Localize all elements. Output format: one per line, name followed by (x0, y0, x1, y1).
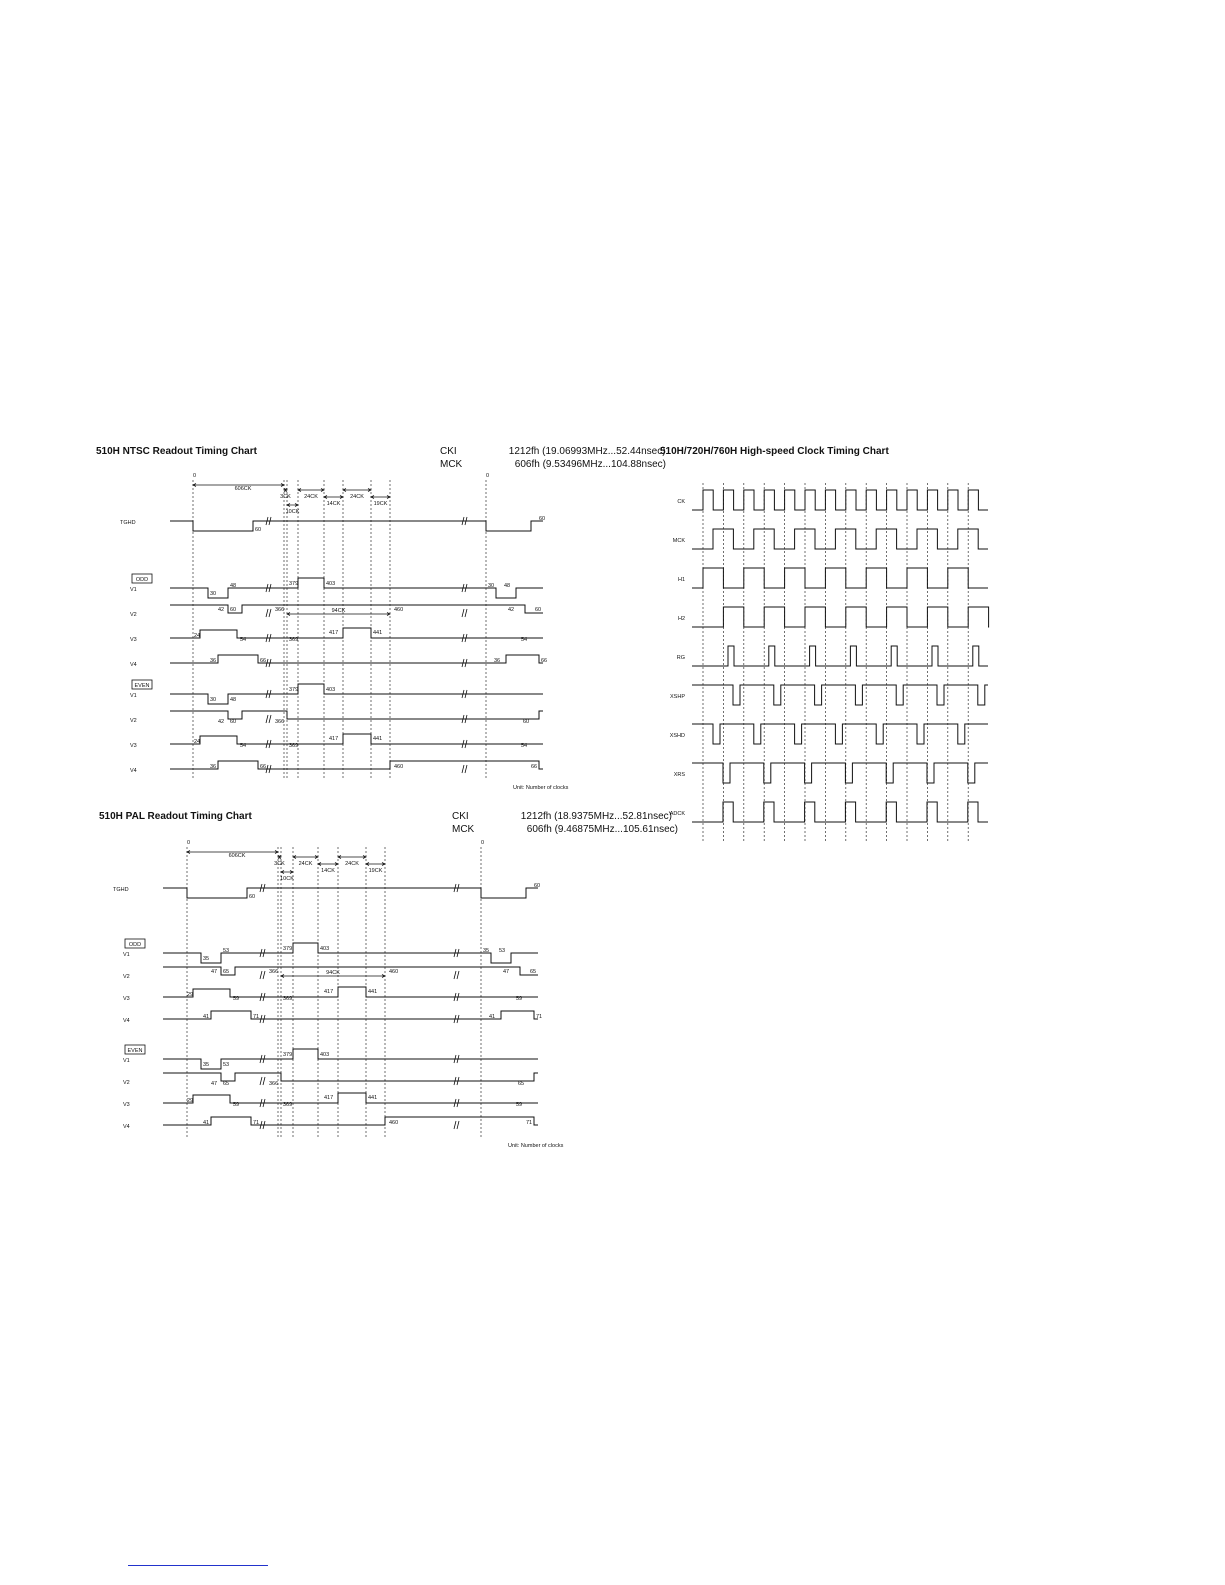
even-num-0-0: 30 (210, 697, 217, 703)
odd-num-1-0: 42 (218, 607, 225, 613)
odd-num-0-3: 403 (320, 946, 330, 952)
tghd-num-1: 60 (249, 894, 256, 900)
even-num-2-3: 417 (329, 736, 339, 742)
tghd-num-2: 60 (534, 883, 541, 889)
odd-row-label-0: V1 (130, 587, 137, 593)
dim-24ck-a-label: 24CK (298, 861, 313, 867)
odd-num-0-0: 30 (210, 591, 217, 597)
odd-num-2-0: 29 (187, 992, 194, 998)
odd-row-label-2: V3 (130, 637, 137, 643)
even-label-text: EVEN (134, 682, 150, 689)
hs-label-h1: H1 (677, 577, 685, 583)
odd-row-label-2: V3 (123, 996, 130, 1002)
even-row-label-2: V3 (130, 743, 137, 749)
tghd-num-2: 60 (539, 516, 546, 522)
hs-label-ck: CK (677, 499, 685, 505)
dim-19ck-label: 19CK (368, 868, 383, 874)
odd-num-1-1: 65 (223, 969, 230, 975)
even-num-3-2: 460 (394, 764, 404, 770)
even-num-1-3: 60 (523, 719, 530, 725)
hs-label-adck: ADCK (669, 811, 685, 817)
dim-94ck-label: 94CK (331, 608, 346, 614)
hs-label-rg: RG (676, 655, 685, 661)
odd-num-2-0: 24 (194, 633, 201, 639)
odd-num-2-3: 417 (329, 630, 339, 636)
odd-num-0-0: 35 (203, 956, 210, 962)
even-num-1-0: 42 (218, 719, 225, 725)
pal-cki-spec: CKI 1212fh (18.9375MHz...52.81nsec) (452, 811, 672, 822)
dim-14ck-label: 14CK (326, 501, 341, 507)
odd-num-0-1: 53 (223, 948, 230, 954)
zero-left-label: 0 (187, 840, 191, 846)
even-num-3-3: 66 (531, 764, 538, 770)
odd-num-1-5: 60 (535, 607, 542, 613)
odd-num-2-2: 369 (289, 637, 299, 643)
odd-num-1-2: 366 (269, 969, 279, 975)
odd-num-2-4: 441 (373, 630, 383, 636)
dim-24ck-a-label: 24CK (304, 494, 318, 500)
hs-waveform-xshp (692, 685, 988, 705)
odd-num-3-3: 66 (541, 658, 548, 664)
odd-num-3-2: 36 (494, 658, 501, 664)
even-num-1-1: 65 (223, 1081, 230, 1087)
even-num-0-2: 379 (283, 1052, 293, 1058)
even-num-3-1: 66 (260, 764, 267, 770)
odd-num-2-1: 54 (240, 637, 247, 643)
odd-num-0-4: 35 (483, 948, 490, 954)
dim-3ck-label: 3CK (280, 494, 291, 500)
even-num-2-4: 441 (373, 736, 383, 742)
dim-10ck-label: 10CK (280, 876, 294, 882)
odd-num-2-4: 441 (368, 989, 378, 995)
even-num-2-1: 54 (240, 743, 247, 749)
odd-num-0-4: 30 (488, 583, 495, 589)
even-num-0-3: 403 (320, 1052, 330, 1058)
zero-right-label: 0 (481, 840, 485, 846)
even-num-2-0: 29 (187, 1098, 194, 1104)
odd-num-1-2: 366 (275, 607, 285, 613)
tghd-num-1: 60 (255, 527, 262, 533)
odd-label-text: ODD (135, 576, 149, 583)
odd-num-2-3: 417 (324, 989, 334, 995)
hs-waveform-h1 (692, 568, 988, 588)
even-row-label-2: V3 (123, 1102, 130, 1108)
odd-label-text: ODD (128, 941, 142, 948)
hs-waveform-mck (692, 529, 988, 549)
pal-mck-spec: MCK 606fh (9.46875MHz...105.61nsec) (452, 824, 678, 835)
ntsc-mck-spec: MCK 606fh (9.53496MHz...104.88nsec) (440, 459, 666, 470)
even-num-3-2: 460 (389, 1120, 399, 1126)
odd-row-label-1: V2 (123, 974, 130, 980)
hs-label-xrs: XRS (673, 772, 685, 778)
ntsc-chart-title: 510H NTSC Readout Timing Chart (96, 446, 257, 457)
ntsc-cki-spec: CKI 1212fh (19.06993MHz...52.44nsec) (440, 446, 666, 457)
odd-row-label-0: V1 (123, 952, 130, 958)
even-row-label-3: V4 (123, 1124, 130, 1130)
even-num-0-3: 403 (326, 687, 336, 693)
odd-num-3-2: 41 (489, 1014, 496, 1020)
odd-row-label-1: V2 (130, 612, 137, 618)
tghd-label: TGHD (113, 887, 129, 893)
odd-row-label-3: V4 (130, 662, 137, 668)
dim-606ck-label: 606CK (228, 853, 246, 859)
odd-num-1-4: 47 (503, 969, 510, 975)
even-num-2-0: 24 (194, 739, 201, 745)
even-num-2-3: 417 (324, 1095, 334, 1101)
odd-num-0-5: 48 (504, 583, 511, 589)
tghd-label: TGHD (120, 520, 136, 526)
odd-num-1-3: 460 (394, 607, 404, 613)
even-num-0-0: 35 (203, 1062, 210, 1068)
unit-label: Unit: Number of clocks (513, 785, 569, 791)
odd-num-0-5: 53 (499, 948, 506, 954)
even-num-1-2: 366 (275, 719, 285, 725)
hs-waveform-ck (692, 490, 988, 510)
hs-waveform-h2 (692, 607, 989, 627)
pal-chart-title: 510H PAL Readout Timing Chart (99, 811, 252, 822)
unit-label: Unit: Number of clocks (508, 1143, 564, 1149)
hs-label-xshp: XSHP (670, 694, 685, 700)
even-num-0-1: 48 (230, 697, 237, 703)
even-label-text: EVEN (127, 1047, 143, 1054)
even-num-3-0: 41 (203, 1120, 210, 1126)
odd-num-0-2: 379 (289, 581, 299, 587)
dim-10ck-label: 10CK (285, 509, 300, 515)
even-row-label-1: V2 (123, 1080, 130, 1086)
odd-num-3-3: 71 (536, 1014, 543, 1020)
odd-num-2-1: 59 (233, 996, 240, 1002)
odd-num-3-1: 71 (253, 1014, 260, 1020)
even-num-1-1: 60 (230, 719, 237, 725)
even-num-1-3: 65 (518, 1081, 525, 1087)
dim-606ck-label: 606CK (234, 486, 252, 492)
odd-num-3-0: 41 (203, 1014, 210, 1020)
dim-24ck-b-label: 24CK (350, 494, 364, 500)
even-num-1-0: 47 (211, 1081, 218, 1087)
dim-19ck-label: 19CK (373, 501, 388, 507)
odd-num-2-5: 59 (516, 996, 523, 1002)
dim-94ck-label: 94CK (326, 970, 340, 976)
even-num-2-5: 59 (516, 1102, 523, 1108)
dim-14ck-label: 14CK (321, 868, 335, 874)
hs-label-mck: MCK (672, 538, 685, 544)
even-num-2-4: 441 (368, 1095, 378, 1101)
odd-num-3-0: 36 (210, 658, 217, 664)
odd-num-1-0: 47 (211, 969, 218, 975)
even-num-3-1: 71 (253, 1120, 260, 1126)
odd-num-1-5: 65 (530, 969, 537, 975)
hs-waveform-xshd (692, 724, 988, 744)
footer-underline (128, 1565, 268, 1566)
even-num-3-0: 36 (210, 764, 217, 770)
odd-num-3-1: 66 (260, 658, 267, 664)
even-num-2-2: 369 (283, 1102, 293, 1108)
odd-num-2-2: 369 (283, 996, 293, 1002)
hs-waveform-adck (692, 802, 988, 822)
zero-left-label: 0 (193, 473, 197, 479)
even-num-2-2: 369 (289, 743, 299, 749)
even-row-label-0: V1 (130, 693, 137, 699)
hs-waveform-rg (692, 646, 988, 666)
odd-row-label-3: V4 (123, 1018, 130, 1024)
odd-num-1-3: 460 (389, 969, 399, 975)
even-num-0-2: 379 (289, 687, 299, 693)
even-num-2-1: 59 (233, 1102, 240, 1108)
even-num-0-1: 53 (223, 1062, 230, 1068)
even-row-label-3: V4 (130, 768, 137, 774)
odd-num-0-1: 48 (230, 583, 237, 589)
even-row-label-0: V1 (123, 1058, 130, 1064)
hs-chart-title: 510H/720H/760H High-speed Clock Timing Chart (660, 446, 889, 457)
even-num-2-5: 54 (521, 743, 528, 749)
hs-label-h2: H2 (677, 616, 685, 622)
even-num-1-2: 366 (269, 1081, 279, 1087)
odd-num-1-1: 60 (230, 607, 237, 613)
dim-24ck-b-label: 24CK (345, 861, 359, 867)
zero-right-label: 0 (486, 473, 490, 479)
even-num-3-3: 71 (526, 1120, 533, 1126)
even-row-label-1: V2 (130, 718, 137, 724)
dim-3ck-label: 3CK (274, 861, 285, 867)
hs-label-xshd: XSHD (669, 733, 685, 739)
odd-num-0-2: 379 (283, 946, 293, 952)
odd-num-0-3: 403 (326, 581, 336, 587)
hs-waveform-xrs (692, 763, 988, 783)
odd-num-1-4: 42 (508, 607, 515, 613)
odd-num-2-5: 54 (521, 637, 528, 643)
